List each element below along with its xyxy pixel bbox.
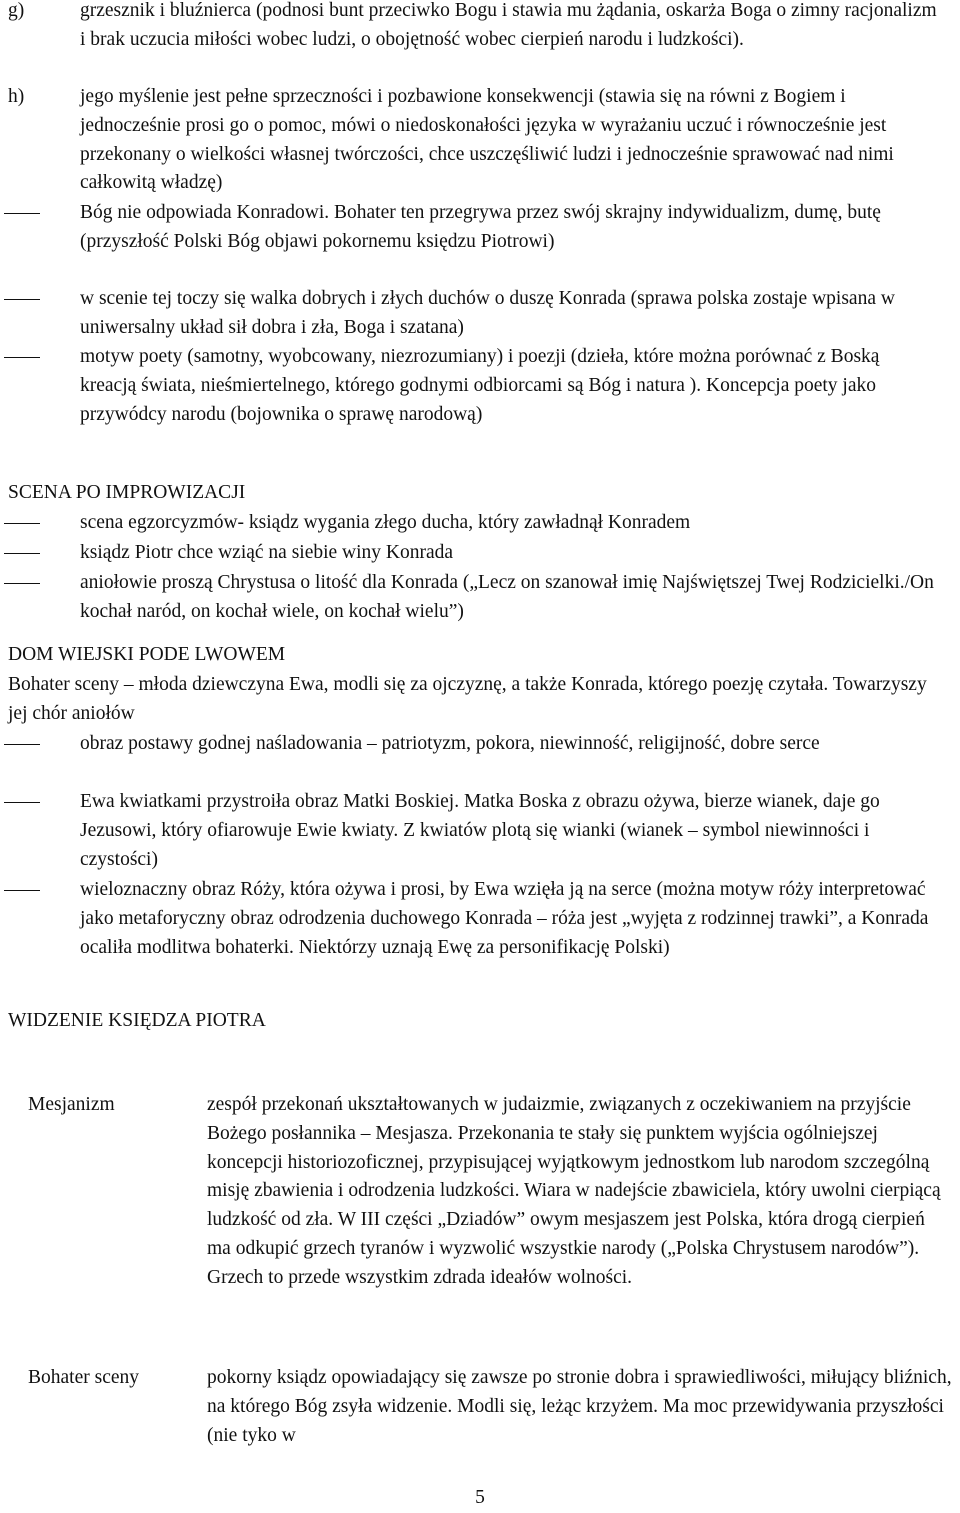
dash-marker [4, 357, 40, 358]
dash-item [80, 730, 940, 759]
dash-marker [4, 802, 40, 803]
list-item-text: grzesznik i bluźnierca (podnosi bunt przeciwko Bogu i stawia mu żądania, oskarża Boga o zimny racjonalizm i brak uczucia miłości wobec ludzi, o obojętność wobec cierpień narodu i ludzkości). [80, 0, 937, 50]
dash-item-text: motyw poety (samotny, wyobcowany, niezrozumiany) i poezji (dzieła, które można porównać z Boską kreacją świata, nieśmiertelnego, którego godnymi odbiorcami są Bóg i natura ). Koncepcja poety jako przywódcy narodu (bojownika o sprawę narodową) [80, 346, 880, 425]
glossary-term: Mesjanizm [28, 1094, 115, 1115]
dash-item-text: w scenie tej toczy się walka dobrych i złych duchów o duszę Konrada (sprawa polska zostaje wpisana w uniwersalny układ sił dobra i zła, Boga i szatana) [80, 288, 895, 338]
dash-marker [4, 553, 40, 554]
dash-item [80, 788, 940, 874]
dash-marker [4, 583, 40, 584]
dash-item [80, 876, 940, 962]
dash-item-text: Bóg nie odpowiada Konradowi. Bohater ten przegrywa przez swój skrajny indywidualizm, dumę, butę (przyszłość Polski Bóg objawi pokornemu księdzu Piotrowi) [80, 202, 881, 252]
dash-item-text: scena egzorcyzmów- ksiądz wygania złego ducha, który zawładnął Konradem [80, 512, 691, 533]
dash-item-text: wieloznaczny obraz Róży, która ożywa i prosi, by Ewa wzięła ją na serce (można motyw róży interpretować jako metaforyczny obraz odrodzenia duchowego Konrada – róża jest „wyjęta z rodzinnej trawki”, a Konrada ocaliła modlitwa bohaterki. Niektórzy uznają Ewę za personifikację Polski) [80, 879, 929, 958]
dash-item [80, 569, 940, 627]
glossary-definition: zespół przekonań ukształtowanych w judaizmie, związanych z oczekiwaniem na przyjście Bożego posłannika – Mesjasza. Przekonania te stały się punktem wyjścia ogólniejszej koncepcji historiozoficznej, przypisującej wyjątkowym jednostkom lub narodom szczególną misję zbawienia i odrodzenia ludzkości. Wiara w nadejście zbawiciela, który uwolni cierpiącą ludzkość od zła. W III części „Dziadów” owym mesjaszem jest Polska, która drogą cierpień ma odkupić grzech tyranów i wyzwolić wszystkie narody („Polska Chrystusem narodów”). Grzech to przede wszystkim zdrada ideałów wolności. [207, 1094, 941, 1288]
dash-marker [4, 213, 40, 214]
page-number: 5 [475, 1487, 485, 1508]
list-item-h [8, 83, 940, 198]
list-item-text: jego myślenie jest pełne sprzeczności i pozbawione konsekwencji (stawia się na równi z Bogiem i jednocześnie prosi go o pomoc, mówi o niedoskonałości języka w wyrażaniu uczuć i równocześnie jest przekonany o wielkości własnej twórczości, chce uszczęśliwić ludzi i jednocześnie sprawować nad nimi całkowitą władzę) [80, 86, 894, 194]
dash-marker [4, 299, 40, 300]
section-heading: SCENA PO IMPROWIZACJI [8, 482, 246, 503]
list-item-g [8, 0, 940, 55]
section-heading: WIDZENIE KSIĘDZA PIOTRA [8, 1010, 266, 1031]
dash-marker [4, 523, 40, 524]
dash-item-text: obraz postawy godnej naśladowania – patriotyzm, pokora, niewinność, religijność, dobre serce [80, 733, 820, 754]
glossary-definition: pokorny ksiądz opowiadający się zawsze po stronie dobra i sprawiedliwości, miłujący bliźnich, na którego Bóg zsyła widzenie. Modli się, leżąc krzyżem. Ma moc przewidywania przyszłości (nie tyko w [207, 1367, 952, 1446]
glossary-term: Bohater sceny [28, 1367, 140, 1388]
dash-item [80, 199, 940, 257]
dash-item [80, 509, 940, 538]
dash-marker [4, 744, 40, 745]
dash-marker [4, 890, 40, 891]
list-marker: g) [8, 0, 25, 21]
dash-item-text: Ewa kwiatkami przystroiła obraz Matki Boskiej. Matka Boska z obrazu ożywa, bierze wianek, daje go Jezusowi, który ofiarowuje Ewie kwiaty. Z kwiatów plotą się wianki (wianek – symbol niewinności i czystości) [80, 791, 880, 870]
dash-item-text: ksiądz Piotr chce wziąć na siebie winy Konrada [80, 542, 454, 563]
dash-item [80, 343, 940, 429]
section-heading: DOM WIEJSKI PODE LWOWEM [8, 644, 286, 665]
section-paragraph: Bohater sceny – młoda dziewczyna Ewa, modli się za ojczyznę, a także Konrada, którego poezję czytała. Towarzyszy jej chór aniołów [8, 674, 927, 724]
dash-item [80, 285, 940, 343]
list-marker: h) [8, 86, 25, 107]
dash-item-text: aniołowie proszą Chrystusa o litość dla Konrada („Lecz on szanował imię Najświętszej Twej Rodzicielki./On kochał naród, on kochał wiele, on kochał wielu”) [80, 572, 934, 622]
dash-item [80, 539, 940, 568]
